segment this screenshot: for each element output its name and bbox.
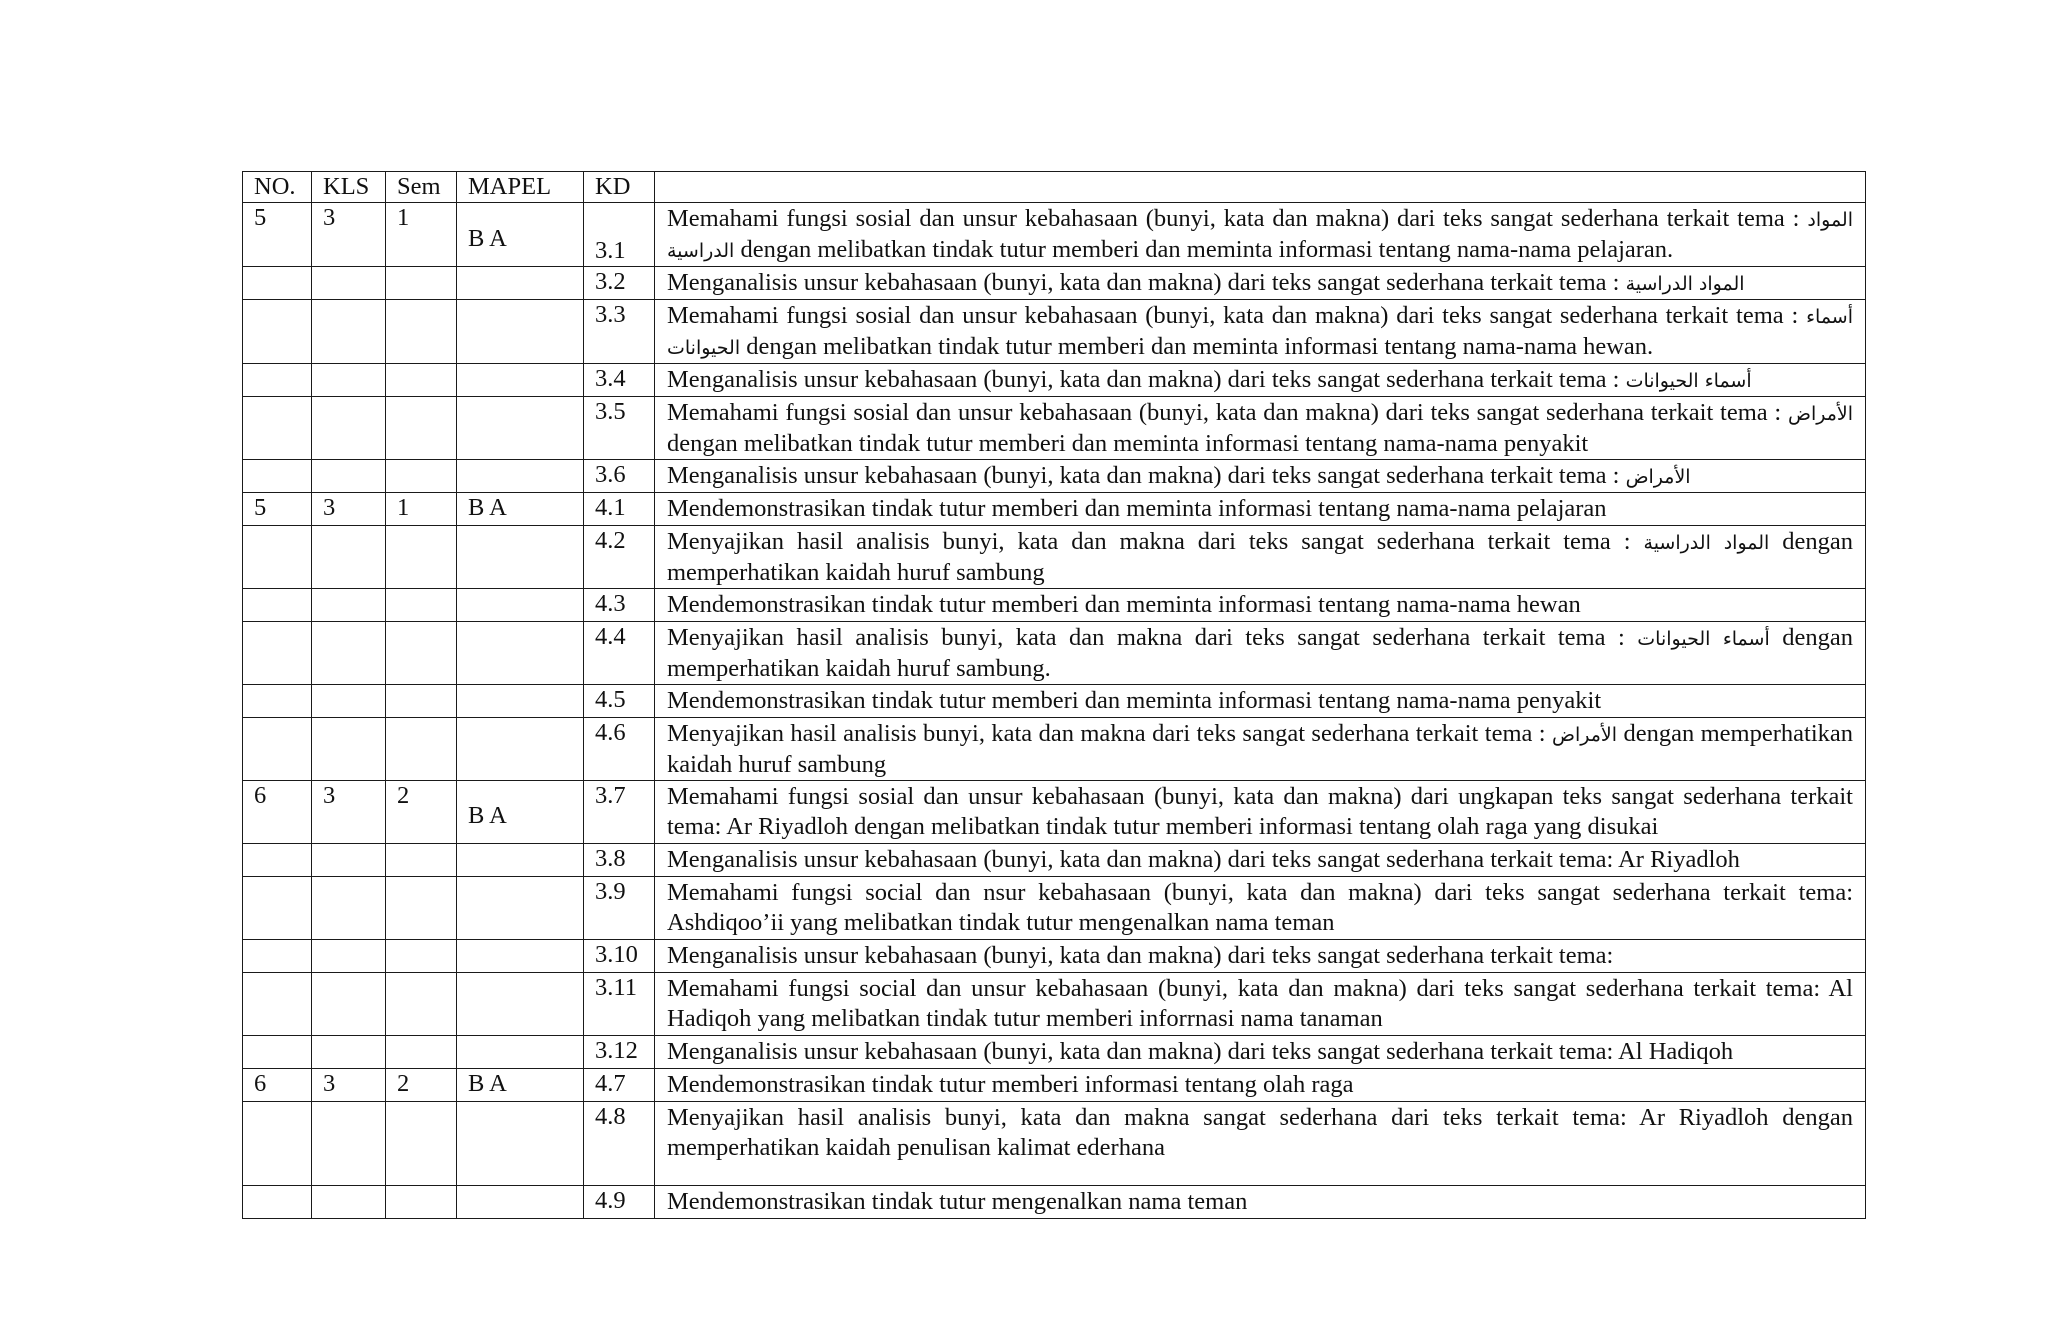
text-before: Menyajikan hasil analisis bunyi, kata dan makna dari teks sangat sederhana terkait tema : bbox=[667, 528, 1644, 555]
cell-mapel bbox=[457, 973, 584, 1036]
cell-kls bbox=[312, 300, 386, 364]
text-after: dengan memperhatikan kaidah huruf sambung bbox=[667, 720, 1853, 778]
cell-sem bbox=[386, 526, 457, 589]
cell-kd-description bbox=[655, 622, 1866, 685]
table-row bbox=[243, 877, 1866, 940]
cell-no bbox=[243, 460, 312, 493]
cell-kls bbox=[312, 526, 386, 589]
cell-mapel bbox=[457, 1102, 584, 1186]
cell-kd-description bbox=[655, 1102, 1866, 1186]
cell-kd: 4.3 bbox=[584, 589, 655, 622]
cell-mapel: B A bbox=[457, 1069, 584, 1102]
cell-kd: 3.1 bbox=[584, 203, 655, 267]
text-before: Memahami fungsi social dan unsur kebahasaan (bunyi, kata dan makna) dari teks sangat sederhana terkait tema: Al Hadiqoh yang melibatkan tindak tutur memberi inforrnasi nama tanaman bbox=[667, 975, 1853, 1032]
cell-no: 6 bbox=[243, 1069, 312, 1102]
cell-sem bbox=[386, 300, 457, 364]
cell-sem bbox=[386, 589, 457, 622]
arabic-term: الأمراض bbox=[1787, 403, 1853, 425]
cell-sem: 2 bbox=[386, 1069, 457, 1102]
arabic-term: أسماء الحيوانات bbox=[1625, 370, 1752, 392]
text-after: dengan memperhatikan kaidah huruf sambung bbox=[667, 528, 1854, 586]
cell-kd: 3.7 bbox=[584, 781, 655, 844]
cell-sem bbox=[386, 718, 457, 781]
cell-kls bbox=[312, 718, 386, 781]
table-row bbox=[243, 397, 1866, 460]
text-before: Memahami fungsi sosial dan unsur kebahasaan (bunyi, kata dan makna) dari ungkapan teks sangat sederhana terkait tema: Ar Riyadloh dengan melibatkan tindak tutur memberi informasi tentang olah raga yang disukai bbox=[667, 783, 1853, 840]
cell-mapel bbox=[457, 844, 584, 877]
cell-no bbox=[243, 526, 312, 589]
header-description bbox=[655, 172, 1866, 203]
cell-kls bbox=[312, 460, 386, 493]
arabic-term: الأمراض bbox=[1625, 466, 1691, 488]
cell-kd: 4.1 bbox=[584, 493, 655, 526]
header-kls: KLS bbox=[312, 172, 386, 203]
cell-no: 5 bbox=[243, 493, 312, 526]
cell-no bbox=[243, 1036, 312, 1069]
cell-mapel bbox=[457, 589, 584, 622]
cell-mapel bbox=[457, 1036, 584, 1069]
text-before: Menyajikan hasil analisis bunyi, kata dan makna sangat sederhana dari teks terkait tema: Ar Riyadloh dengan memperhatikan kaidah penulisan kalimat ederhana bbox=[667, 1104, 1853, 1161]
text-before: Mendemonstrasikan tindak tutur memberi dan meminta informasi tentang nama-nama hewan bbox=[667, 591, 1581, 618]
text-before: Menyajikan hasil analisis bunyi, kata dan makna dari teks sangat sederhana terkait tema : bbox=[667, 624, 1638, 651]
table-body bbox=[243, 203, 1866, 1219]
text-after: dengan melibatkan tindak tutur memberi dan meminta informasi tentang nama-nama pelajaran. bbox=[734, 236, 1674, 263]
cell-no bbox=[243, 973, 312, 1036]
text-before: Menganalisis unsur kebahasaan (bunyi, kata dan makna) dari teks sangat sederhana terkait tema : bbox=[667, 366, 1626, 393]
cell-no bbox=[243, 685, 312, 718]
text-before: Mendemonstrasikan tindak tutur mengenalkan nama teman bbox=[667, 1188, 1248, 1215]
cell-kd-description bbox=[655, 973, 1866, 1036]
cell-no bbox=[243, 397, 312, 460]
table-row bbox=[243, 1102, 1866, 1186]
cell-kd-description bbox=[655, 589, 1866, 622]
cell-kls bbox=[312, 364, 386, 397]
cell-kd-description bbox=[655, 267, 1866, 300]
cell-mapel: B A bbox=[457, 781, 584, 844]
cell-sem bbox=[386, 1186, 457, 1219]
cell-kd-description bbox=[655, 203, 1866, 267]
cell-kd: 4.9 bbox=[584, 1186, 655, 1219]
cell-kls: 3 bbox=[312, 781, 386, 844]
cell-kd: 3.11 bbox=[584, 973, 655, 1036]
cell-no bbox=[243, 1102, 312, 1186]
cell-kls bbox=[312, 589, 386, 622]
cell-kd-description bbox=[655, 781, 1866, 844]
cell-mapel: B A bbox=[457, 493, 584, 526]
table-row bbox=[243, 589, 1866, 622]
arabic-term: أسماء الحيوانات bbox=[1637, 628, 1770, 650]
table-row bbox=[243, 364, 1866, 397]
cell-sem bbox=[386, 267, 457, 300]
cell-no bbox=[243, 1186, 312, 1219]
table-row bbox=[243, 940, 1866, 973]
cell-kls bbox=[312, 1036, 386, 1069]
cell-kd-description bbox=[655, 844, 1866, 877]
text-before: Memahami fungsi social dan nsur kebahasaan (bunyi, kata dan makna) dari teks sangat sederhana terkait tema: Ashdiqoo’ii yang melibatkan tindak tutur mengenalkan nama teman bbox=[667, 879, 1853, 936]
cell-kd-description bbox=[655, 364, 1866, 397]
cell-no bbox=[243, 300, 312, 364]
cell-sem: 1 bbox=[386, 203, 457, 267]
table-row bbox=[243, 622, 1866, 685]
text-before: Memahami fungsi sosial dan unsur kebahasaan (bunyi, kata dan makna) dari teks sangat sederhana terkait tema : bbox=[667, 205, 1808, 232]
table-row bbox=[243, 844, 1866, 877]
cell-kls bbox=[312, 973, 386, 1036]
cell-kd: 3.6 bbox=[584, 460, 655, 493]
cell-sem bbox=[386, 1036, 457, 1069]
header-kd: KD bbox=[584, 172, 655, 203]
cell-mapel bbox=[457, 364, 584, 397]
arabic-term: الأمراض bbox=[1552, 724, 1618, 746]
cell-sem bbox=[386, 1102, 457, 1186]
table-row bbox=[243, 685, 1866, 718]
cell-sem bbox=[386, 973, 457, 1036]
cell-kd: 3.8 bbox=[584, 844, 655, 877]
table-row bbox=[243, 493, 1866, 526]
cell-kd: 4.5 bbox=[584, 685, 655, 718]
cell-kd-description bbox=[655, 397, 1866, 460]
cell-kd: 3.2 bbox=[584, 267, 655, 300]
cell-kd-description bbox=[655, 526, 1866, 589]
table-row bbox=[243, 1186, 1866, 1219]
text-before: Menganalisis unsur kebahasaan (bunyi, kata dan makna) dari teks sangat sederhana terkait tema: Al Hadiqoh bbox=[667, 1038, 1734, 1065]
cell-kls bbox=[312, 1102, 386, 1186]
cell-no: 6 bbox=[243, 781, 312, 844]
table-row bbox=[243, 973, 1866, 1036]
cell-kd: 3.9 bbox=[584, 877, 655, 940]
text-before: Menganalisis unsur kebahasaan (bunyi, kata dan makna) dari teks sangat sederhana terkait tema : bbox=[667, 462, 1626, 489]
table-row bbox=[243, 718, 1866, 781]
cell-no bbox=[243, 844, 312, 877]
cell-kd-description bbox=[655, 460, 1866, 493]
cell-mapel bbox=[457, 718, 584, 781]
cell-mapel bbox=[457, 1186, 584, 1219]
cell-sem bbox=[386, 844, 457, 877]
cell-no bbox=[243, 877, 312, 940]
cell-kls bbox=[312, 940, 386, 973]
cell-kd-description bbox=[655, 940, 1866, 973]
cell-kd-description bbox=[655, 685, 1866, 718]
cell-kls: 3 bbox=[312, 1069, 386, 1102]
table-row bbox=[243, 1036, 1866, 1069]
cell-kd: 4.4 bbox=[584, 622, 655, 685]
cell-kd-description bbox=[655, 877, 1866, 940]
cell-sem bbox=[386, 460, 457, 493]
cell-kd-description bbox=[655, 493, 1866, 526]
cell-sem bbox=[386, 685, 457, 718]
cell-kls bbox=[312, 844, 386, 877]
cell-no bbox=[243, 940, 312, 973]
cell-no bbox=[243, 267, 312, 300]
cell-sem bbox=[386, 364, 457, 397]
cell-kls: 3 bbox=[312, 493, 386, 526]
arabic-term: المواد الدراسية bbox=[667, 209, 1853, 262]
cell-no bbox=[243, 589, 312, 622]
cell-kd: 4.2 bbox=[584, 526, 655, 589]
cell-kls bbox=[312, 877, 386, 940]
table-row bbox=[243, 267, 1866, 300]
cell-kd: 4.6 bbox=[584, 718, 655, 781]
text-before: Mendemonstrasikan tindak tutur memberi dan meminta informasi tentang nama-nama pelajaran bbox=[667, 495, 1607, 522]
kd-table bbox=[242, 171, 1866, 1219]
cell-kd: 4.7 bbox=[584, 1069, 655, 1102]
cell-mapel bbox=[457, 685, 584, 718]
arabic-term: أسماء الحيوانات bbox=[667, 306, 1853, 359]
header-mapel: MAPEL bbox=[457, 172, 584, 203]
header-sem: Sem bbox=[386, 172, 457, 203]
cell-mapel bbox=[457, 460, 584, 493]
cell-kd: 3.5 bbox=[584, 397, 655, 460]
cell-no bbox=[243, 364, 312, 397]
text-after: dengan memperhatikan kaidah huruf sambung. bbox=[667, 624, 1853, 682]
cell-kd-description bbox=[655, 300, 1866, 364]
cell-no: 5 bbox=[243, 203, 312, 267]
cell-kls bbox=[312, 622, 386, 685]
cell-kd: 4.8 bbox=[584, 1102, 655, 1186]
arabic-term: المواد الدراسية bbox=[1643, 532, 1770, 554]
text-before: Menyajikan hasil analisis bunyi, kata dan makna dari teks sangat sederhana terkait tema : bbox=[667, 720, 1553, 747]
cell-mapel bbox=[457, 526, 584, 589]
text-before: Mendemonstrasikan tindak tutur memberi dan meminta informasi tentang nama-nama penyakit bbox=[667, 687, 1602, 714]
text-after: dengan melibatkan tindak tutur memberi dan meminta informasi tentang nama-nama penyakit bbox=[667, 430, 1589, 457]
text-before: Memahami fungsi sosial dan unsur kebahasaan (bunyi, kata dan makna) dari teks sangat sederhana terkait tema : bbox=[667, 302, 1807, 329]
table-row bbox=[243, 203, 1866, 267]
cell-kd: 3.10 bbox=[584, 940, 655, 973]
cell-no bbox=[243, 622, 312, 685]
cell-kd-description bbox=[655, 1069, 1866, 1102]
cell-kd: 3.4 bbox=[584, 364, 655, 397]
table-row bbox=[243, 460, 1866, 493]
cell-sem bbox=[386, 877, 457, 940]
cell-kls bbox=[312, 685, 386, 718]
text-before: Mendemonstrasikan tindak tutur memberi informasi tentang olah raga bbox=[667, 1071, 1354, 1098]
cell-sem: 2 bbox=[386, 781, 457, 844]
text-before: Memahami fungsi sosial dan unsur kebahasaan (bunyi, kata dan makna) dari teks sangat sederhana terkait tema : bbox=[667, 399, 1788, 426]
cell-sem bbox=[386, 940, 457, 973]
header-row bbox=[243, 172, 1866, 203]
cell-kls bbox=[312, 1186, 386, 1219]
cell-kd-description bbox=[655, 1036, 1866, 1069]
table-row bbox=[243, 1069, 1866, 1102]
table-row bbox=[243, 526, 1866, 589]
cell-kd-description bbox=[655, 1186, 1866, 1219]
text-before: Menganalisis unsur kebahasaan (bunyi, kata dan makna) dari teks sangat sederhana terkait tema: Ar Riyadloh bbox=[667, 846, 1740, 873]
cell-mapel bbox=[457, 877, 584, 940]
cell-kd-description bbox=[655, 718, 1866, 781]
cell-sem: 1 bbox=[386, 493, 457, 526]
cell-sem bbox=[386, 622, 457, 685]
text-before: Menganalisis unsur kebahasaan (bunyi, kata dan makna) dari teks sangat sederhana terkait tema : bbox=[667, 269, 1626, 296]
text-before: Menganalisis unsur kebahasaan (bunyi, kata dan makna) dari teks sangat sederhana terkait tema: bbox=[667, 942, 1614, 969]
cell-mapel bbox=[457, 300, 584, 364]
cell-mapel bbox=[457, 267, 584, 300]
table-row bbox=[243, 300, 1866, 364]
text-after: dengan melibatkan tindak tutur memberi dan meminta informasi tentang nama-nama hewan. bbox=[740, 333, 1654, 360]
cell-mapel: B A bbox=[457, 203, 584, 267]
cell-kls bbox=[312, 267, 386, 300]
cell-kls bbox=[312, 397, 386, 460]
cell-sem bbox=[386, 397, 457, 460]
cell-kls: 3 bbox=[312, 203, 386, 267]
cell-kd: 3.3 bbox=[584, 300, 655, 364]
cell-no bbox=[243, 718, 312, 781]
arabic-term: المواد الدراسية bbox=[1625, 273, 1745, 295]
header-no: NO. bbox=[243, 172, 312, 203]
cell-mapel bbox=[457, 940, 584, 973]
cell-kd: 3.12 bbox=[584, 1036, 655, 1069]
cell-mapel bbox=[457, 622, 584, 685]
table-row bbox=[243, 781, 1866, 844]
cell-mapel bbox=[457, 397, 584, 460]
